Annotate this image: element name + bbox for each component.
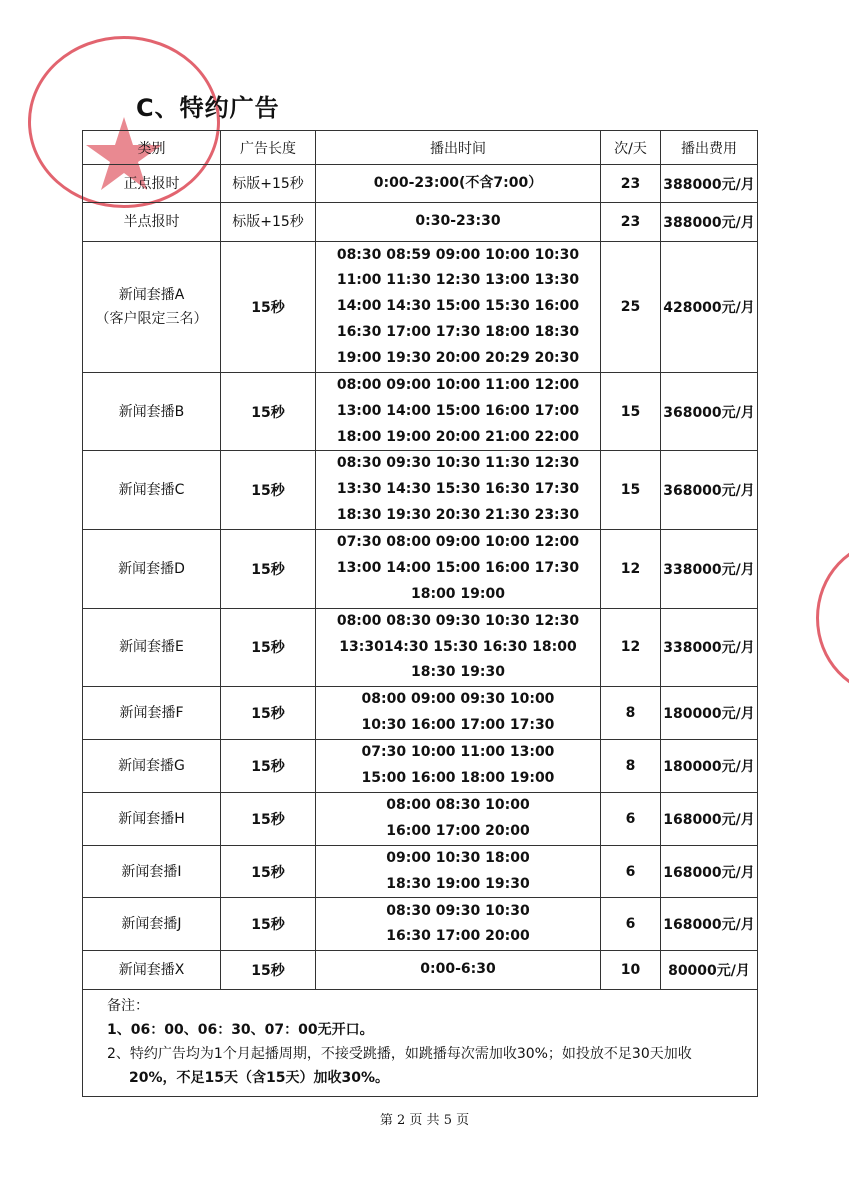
row-category	[83, 951, 221, 990]
row-times	[316, 792, 601, 845]
time-line: 08:30 09:30 10:30 11:30 12:30	[336, 455, 580, 472]
row-fee: 168000元/月	[661, 898, 758, 951]
row-per-day: 6	[601, 792, 661, 845]
header-length: 广告长度	[221, 131, 316, 165]
notes-cell	[83, 990, 758, 1097]
row-per-day: 23	[601, 165, 661, 203]
row-per-day: 6	[601, 845, 661, 898]
time-line: 08:30 09:30 10:30	[386, 902, 530, 919]
row-category	[83, 687, 221, 740]
row-fee: 368000元/月	[661, 373, 758, 451]
row-length: 15秒	[221, 898, 316, 951]
row-per-day: 12	[601, 529, 661, 608]
row-times	[316, 451, 601, 529]
note-item-2: 2、特约广告均为1个月起播周期，不接受跳播，如跳播每次需加收30%；如投放不足30天加收	[107, 1046, 692, 1063]
table-row	[83, 898, 758, 951]
row-times	[316, 740, 601, 793]
row-length: 15秒	[221, 951, 316, 990]
row-times	[316, 203, 601, 242]
row-times	[316, 687, 601, 740]
table-row	[83, 845, 758, 898]
note-item-1: 1、06：00、06：30、07：00无开口。	[107, 1022, 374, 1039]
row-times	[316, 529, 601, 608]
row-times	[316, 845, 601, 898]
row-length: 标版+15秒	[221, 165, 316, 203]
time-line: 18:00 19:00	[410, 585, 505, 602]
row-per-day: 23	[601, 203, 661, 242]
row-fee: 388000元/月	[661, 203, 758, 242]
row-length: 15秒	[221, 687, 316, 740]
time-line: 18:00 19:00 20:00 21:00 22:00	[336, 428, 580, 445]
row-fee: 180000元/月	[661, 740, 758, 793]
row-length: 标版+15秒	[221, 203, 316, 242]
table-row	[83, 529, 758, 608]
time-line: 19:00 19:30 20:00 20:29 20:30	[336, 349, 580, 366]
time-line: 0:30-23:30	[415, 213, 501, 230]
page-number-footer: 第 2 页 共 5 页	[379, 1113, 470, 1128]
time-line: 13:30 14:30 15:30 16:30 17:30	[336, 481, 580, 498]
row-fee: 180000元/月	[661, 687, 758, 740]
time-line: 07:30 08:00 09:00 10:00 12:00	[336, 534, 580, 551]
row-fee: 80000元/月	[661, 951, 758, 990]
category-line: 新闻套播X	[118, 962, 185, 979]
row-length: 15秒	[221, 373, 316, 451]
time-line: 09:00 10:30 18:00	[386, 849, 530, 866]
time-line: 08:00 08:30 10:00	[386, 796, 530, 813]
time-line: 0:00-23:00(不含7:00）	[373, 174, 543, 191]
table-header-row	[83, 131, 758, 165]
category-line: 新闻套播B	[118, 403, 185, 420]
row-fee: 338000元/月	[661, 529, 758, 608]
row-per-day: 8	[601, 687, 661, 740]
table-row	[83, 451, 758, 529]
row-category	[83, 529, 221, 608]
row-length: 15秒	[221, 242, 316, 373]
time-line: 13:3014:30 15:30 16:30 18:00	[339, 638, 577, 655]
time-line: 18:30 19:30 20:30 21:30 23:30	[336, 506, 580, 523]
table-row	[83, 373, 758, 451]
row-length: 15秒	[221, 845, 316, 898]
header-per-day: 次/天	[601, 131, 661, 165]
table-row	[83, 203, 758, 242]
row-fee: 168000元/月	[661, 792, 758, 845]
row-per-day: 15	[601, 451, 661, 529]
row-category	[83, 898, 221, 951]
category-line: 新闻套播G	[118, 757, 185, 774]
time-line: 08:00 09:00 10:00 11:00 12:00	[336, 377, 580, 393]
time-line: 13:00 14:00 15:00 16:00 17:00	[336, 402, 580, 419]
row-length: 15秒	[221, 608, 316, 686]
header-fee: 播出费用	[661, 131, 758, 165]
row-times	[316, 242, 601, 373]
time-line: 07:30 10:00 11:00 13:00	[361, 744, 555, 761]
header-air-time: 播出时间	[316, 131, 601, 165]
table-row	[83, 608, 758, 686]
row-times	[316, 165, 601, 203]
time-line: 15:00 16:00 18:00 19:00	[361, 769, 555, 786]
time-line: 16:30 17:00 17:30 18:00 18:30	[336, 323, 580, 340]
row-times	[316, 951, 601, 990]
row-times	[316, 898, 601, 951]
row-category	[83, 608, 221, 686]
time-line: 16:30 17:00 20:00	[386, 928, 530, 945]
row-times	[316, 608, 601, 686]
time-line: 18:30 19:00 19:30	[386, 875, 530, 892]
row-per-day: 6	[601, 898, 661, 951]
table-row	[83, 242, 758, 373]
row-per-day: 10	[601, 951, 661, 990]
category-line: 新闻套播D	[118, 560, 185, 577]
row-length: 15秒	[221, 529, 316, 608]
row-length: 15秒	[221, 451, 316, 529]
time-line: 0:00-6:30	[420, 961, 496, 978]
table-row	[83, 687, 758, 740]
category-line: 新闻套播F	[119, 705, 184, 722]
time-line: 11:00 11:30 12:30 13:00 13:30	[336, 272, 580, 289]
table-row	[83, 740, 758, 793]
category-line: 正点报时	[123, 175, 180, 192]
category-line: 新闻套播I	[121, 863, 182, 880]
row-fee: 338000元/月	[661, 608, 758, 686]
time-line: 16:00 17:00 20:00	[386, 822, 530, 839]
notes-label: 备注：	[107, 998, 149, 1015]
category-line: 新闻套播C	[118, 482, 185, 499]
row-per-day: 25	[601, 242, 661, 373]
time-line: 08:00 08:30 09:30 10:30 12:30	[336, 612, 580, 629]
row-category	[83, 740, 221, 793]
table-row	[83, 951, 758, 990]
row-category	[83, 373, 221, 451]
header-category: 类别	[83, 131, 221, 165]
time-line: 13:00 14:00 15:00 16:00 17:30	[336, 559, 580, 576]
row-per-day: 8	[601, 740, 661, 793]
category-line: 新闻套播J	[121, 916, 182, 933]
time-line: 08:30 08:59 09:00 10:00 10:30	[336, 246, 580, 263]
note-item-2-continued: 20%，不足15天（含15天）加收30%。	[129, 1070, 389, 1087]
ad-rate-table	[82, 130, 758, 1097]
category-line: 半点报时	[123, 214, 180, 230]
time-line: 18:30 19:30	[410, 664, 505, 681]
official-seal-right	[816, 540, 849, 696]
row-fee: 428000元/月	[661, 242, 758, 373]
row-times	[316, 373, 601, 451]
time-line: 08:00 09:00 09:30 10:00	[361, 691, 555, 708]
table-row	[83, 792, 758, 845]
row-per-day: 15	[601, 373, 661, 451]
row-category	[83, 792, 221, 845]
row-category	[83, 845, 221, 898]
category-line: 新闻套播A	[118, 287, 185, 303]
row-fee: 368000元/月	[661, 451, 758, 529]
time-line: 14:00 14:30 15:00 15:30 16:00	[336, 298, 580, 315]
row-per-day: 12	[601, 608, 661, 686]
category-line: 新闻套播H	[118, 810, 185, 827]
category-note: （客户限定三名）	[95, 311, 208, 327]
row-category	[83, 165, 221, 203]
page-title: C、特约广告	[136, 94, 280, 122]
category-line: 新闻套播E	[119, 639, 184, 656]
time-line: 10:30 16:00 17:00 17:30	[361, 717, 555, 734]
row-category	[83, 203, 221, 242]
row-category	[83, 451, 221, 529]
row-length: 15秒	[221, 740, 316, 793]
row-fee: 168000元/月	[661, 845, 758, 898]
row-fee: 388000元/月	[661, 165, 758, 203]
notes-row	[83, 990, 758, 1097]
table-row	[83, 165, 758, 203]
row-category	[83, 242, 221, 373]
row-length: 15秒	[221, 792, 316, 845]
